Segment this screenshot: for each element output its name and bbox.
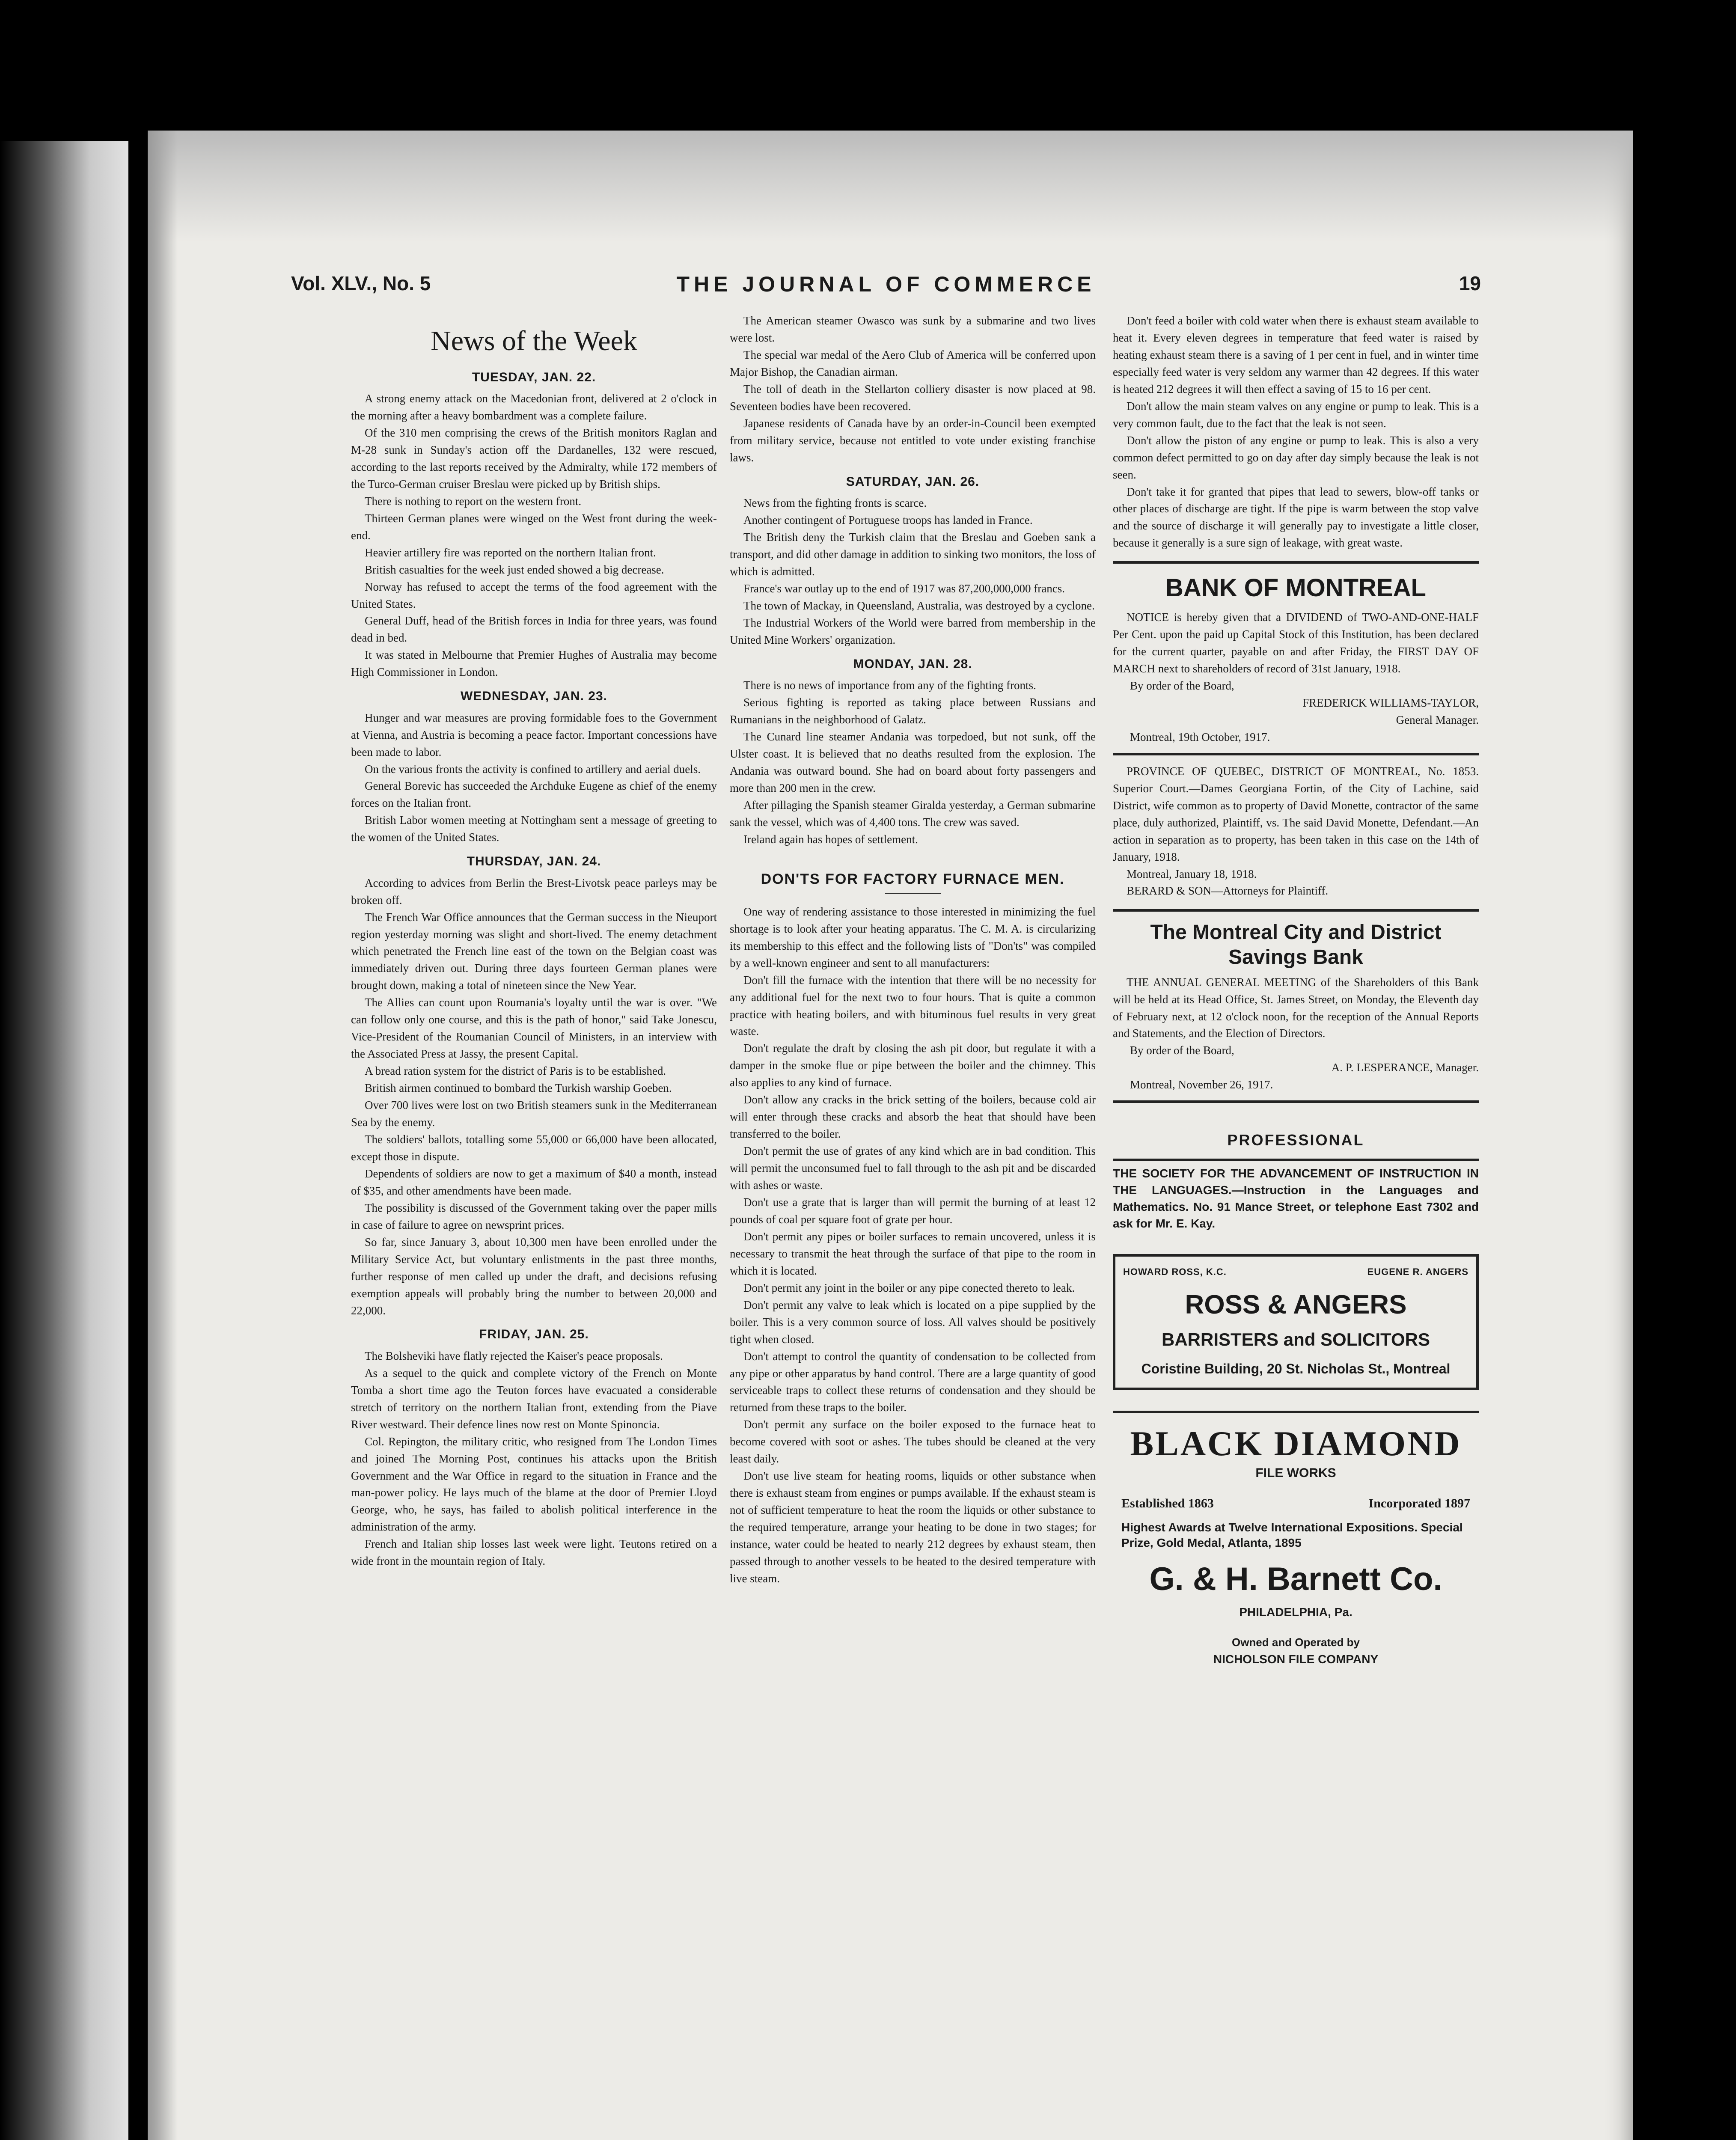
established-row	[1113, 1494, 1479, 1513]
news-item: The American steamer Owasco was sunk by a submarine and two lives were lost.	[730, 314, 1096, 344]
donts-title: DON'TS FOR FACTORY FURNACE MEN.	[761, 871, 1065, 888]
partner-right: EUGENE R. ANGERS	[1367, 1266, 1468, 1278]
dont-item: One way of rendering assistance to those interested in minimizing the fuel shortage is to look after your heating apparatus. The C. M. A. is circularizing its membership to this effect and the following lists of "Don'ts" was compiled by a well-known engineer and sent to all manufacturers:	[730, 905, 1096, 969]
news-item: Dependents of soldiers are now to get a maximum of $40 a month, instead of $35, and other amendments have been made.	[351, 1167, 717, 1197]
day-heading-friday: FRIDAY, JAN. 25.	[479, 1327, 589, 1342]
news-item: A strong enemy attack on the Macedonian front, delivered at 2 o'clock in the morning after a heavy bombardment was a complete failure.	[351, 392, 717, 422]
news-item: Thirteen German planes were winged on the West front during the week-end.	[351, 511, 717, 542]
dont-item: Don't permit any valve to leak which is located on a pipe supplied by the boiler. This is a very common source of loss. All valves should be positively tight when closed.	[730, 1298, 1096, 1346]
news-item: The town of Mackay, in Queensland, Australia, was destroyed by a cyclone.	[743, 599, 1095, 612]
established-year: Established 1863	[1121, 1496, 1214, 1510]
column-2	[730, 312, 1096, 1587]
company-city: PHILADELPHIA, Pa.	[1239, 1605, 1353, 1619]
journal-title: THE JOURNAL OF COMMERCE	[676, 272, 1096, 296]
notice-order: By order of the Board,	[1130, 679, 1234, 692]
notice-body: NOTICE is hereby given that a DIVIDEND of TWO-AND-ONE-HALF Per Cent. upon the paid up Capital Stock of this Institution, has been declared for the current quarter, payable on and after Friday, the FIRST DAY OF MARCH next to shareholders of record of 31st January, 1918.	[1113, 611, 1479, 675]
day-heading-tuesday: TUESDAY, JAN. 22.	[472, 370, 596, 384]
black-diamond-advertisement	[1113, 1411, 1479, 1668]
notice-dateline: Montreal, November 26, 1917.	[1130, 1078, 1273, 1091]
black-diamond-subtitle: FILE WORKS	[1255, 1466, 1336, 1480]
notice-body: PROVINCE OF QUEBEC, DISTRICT OF MONTREAL, No. 1853. Superior Court.—Dames Georgiana Fortin, of the City of Lachine, said District, wife common as to property of David Monette, contractor of the same place, duly authorized, Plaintiff, vs. The said David Monette, Defendant.—An action in separation as to property, has been taken in this case on the 14th of January, 1918.	[1113, 764, 1479, 863]
dont-item: Don't use live steam for heating rooms, liquids or other substance when there is exhaust steam from engines or pumps available. If the exhaust steam is not of sufficient temperature to heat the room the liquids or other substance to the required temperature, arrange your heating to be done in two stages; for instance, water could be heated to nearly 212 degrees by exhaust steam, then passed through to another vessels to be heated to the desired temperature with live steam.	[730, 1469, 1096, 1585]
bank-of-montreal-title: BANK OF MONTREAL	[1165, 574, 1426, 602]
news-item: Col. Repington, the military critic, who resigned from The London Times and joined The Morning Post, continues his attacks upon the British Government and the War Office in regard to the situation in France and the man-power policy. He lays much of the blame at the door of Premier Lloyd George, who, he says, has failed to abolish political interference in the administration of the army.	[351, 1435, 717, 1534]
dont-item: Don't permit any pipes or boiler surfaces to remain uncovered, unless it is necessary to transmit the heat through the surface of that pipe to the room in which it is located.	[730, 1230, 1096, 1277]
news-item: Norway has refused to accept the terms of the food agreement with the United States.	[351, 580, 717, 610]
news-item: The special war medal of the Aero Club of America will be conferred upon Major Bishop, the Canadian airman.	[730, 348, 1096, 378]
news-item: The Bolsheviki have flatly rejected the Kaiser's peace proposals.	[365, 1349, 663, 1362]
dont-item: Don't permit any surface on the boiler exposed to the furnace heat to become covered with soot or ashes. The tubes should be cleaned at the very least daily.	[730, 1418, 1096, 1465]
dont-item: Don't allow the piston of any engine or pump to leak. This is also a very common defect permitted to go on day after day simply because the leak is not seen.	[1113, 434, 1479, 481]
news-item: The soldiers' ballots, totalling some 55,000 or 66,000 have been allocated, except those in dispute.	[351, 1132, 717, 1163]
news-item: The British deny the Turkish claim that the Breslau and Goeben sank a transport, and did other damage in addition to sinking two monitors, the loss of which is admitted.	[730, 530, 1096, 578]
news-item: As a sequel to the quick and complete victory of the French on Monte Tomba a short time ago the Teuton forces have evacuated a considerable stretch of territory on the northern Italian front, extending from the Piave River westward. Their defence lines now rest on Monte Spinoncia.	[351, 1366, 717, 1431]
news-item: Heavier artillery fire was reported on the northern Italian front.	[365, 546, 656, 559]
savings-bank-title: The Montreal City and District Savings Bank	[1150, 921, 1442, 969]
news-item: Serious fighting is reported as taking place between Russians and Rumanians in the neighborhood of Galatz.	[730, 696, 1096, 726]
firm-subtitle: BARRISTERS and SOLICITORS	[1162, 1329, 1430, 1349]
notice-signer: FREDERICK WILLIAMS-TAYLOR,	[1302, 696, 1479, 709]
page-gutter-shadow	[148, 131, 178, 2140]
firm-address: Coristine Building, 20 St. Nicholas St., Montreal	[1141, 1361, 1451, 1376]
news-item: The French War Office announces that the German success in the Nieuport region yesterday morning was slight and short-lived. The enemy detachment which penetrated the French line east of the town on the Belgian coast was immediately driven out. During three days fourteen German planes were brought down, making a total of nineteen since the New Year.	[351, 910, 717, 992]
day-heading-monday: MONDAY, JAN. 28.	[853, 657, 972, 671]
dont-item: Don't regulate the draft by closing the ash pit door, but regulate it with a damper in the smoke flue or pipe between the boiler and the chimney. This also applies to any kind of furnace.	[730, 1042, 1096, 1089]
company-name: G. & H. Barnett Co.	[1149, 1560, 1442, 1597]
news-item: British airmen continued to bombard the Turkish warship Goeben.	[365, 1082, 672, 1095]
page-number: 19	[1459, 272, 1481, 294]
news-item: General Duff, head of the British forces in India for three years, was found dead in bed.	[351, 614, 717, 645]
news-item: It was stated in Melbourne that Premier Hughes of Australia may become High Commissioner in London.	[351, 648, 717, 679]
professional-heading: PROFESSIONAL	[1227, 1131, 1364, 1149]
news-item: There is no news of importance from any of the fighting fronts.	[743, 678, 1036, 692]
news-item: After pillaging the Spanish steamer Giralda yesterday, a German submarine sank the vessel, which was of 4,400 tons. The crew was saved.	[730, 798, 1096, 829]
partner-left: HOWARD ROSS, K.C.	[1123, 1266, 1227, 1278]
dont-item: Don't take it for granted that pipes that lead to sewers, blow-off tanks or other places of discharge are tight. If the pipe is warm between the stop valve and the source of discharge it will generally pay to investigate a little closer, because it generally is a sure sign of leakage, with great waste.	[1113, 485, 1479, 550]
news-item: British Labor women meeting at Nottingham sent a message of greeting to the women of the United States.	[351, 814, 717, 844]
awards-text: Highest Awards at Twelve International Expositions. Special Prize, Gold Medal, Atlanta, 1895	[1121, 1520, 1463, 1550]
notice-body: THE ANNUAL GENERAL MEETING of the Shareholders of this Bank will be held at its Head Office, St. James Street, on Monday, the Eleventh day of February next, at 12 o'clock noon, for the reception of the Annual Reports and Statements, and the Election of Directors.	[1113, 975, 1479, 1040]
news-item: So far, since January 3, about 10,300 men have been enrolled under the Military Service Act, but voluntary enlistments in the past three months, further response of men called up under the draft, and decisions refusing exemption appeals will probably bring the number to between 20,000 and 22,000.	[351, 1235, 717, 1317]
notice-attorneys: BERARD & SON—Attorneys for Plaintiff.	[1127, 884, 1329, 898]
volume-number: Vol. XLV., No. 5	[291, 272, 431, 294]
page-shadow	[148, 131, 1633, 242]
incorporated-year: Incorporated 1897	[1368, 1496, 1470, 1510]
news-item: French and Italian ship losses last week were light. Teutons retired on a wide front in the mountain region of Italy.	[351, 1537, 717, 1568]
news-item: A bread ration system for the district of Paris is to be established.	[365, 1064, 666, 1078]
news-item: According to advices from Berlin the Brest-Livotsk peace parleys may be broken off.	[351, 876, 717, 907]
notice-dateline: Montreal, January 18, 1918.	[1127, 867, 1257, 880]
dont-item: Don't permit any joint in the boiler or any pipe conected thereto to leak.	[743, 1281, 1075, 1294]
owner-name: NICHOLSON FILE COMPANY	[1213, 1653, 1379, 1666]
news-item: Over 700 lives were lost on two British steamers sunk in the Mediterranean Sea by the enemy.	[351, 1099, 717, 1129]
language-society-notice: THE SOCIETY FOR THE ADVANCEMENT OF INSTRUCTION IN THE LANGUAGES.—Instruction in the Languages and Mathematics. No. 91 Mance Street, or telephone East 7302 and ask for Mr. E. Kay.	[1113, 1159, 1479, 1232]
partner-names	[1123, 1265, 1468, 1279]
dont-item: Don't permit the use of grates of any kind which are in bad condition. This will permit the unconsumed fuel to fall through to the ash pit and be discarded with ashes or waste.	[730, 1144, 1096, 1192]
notice-dateline: Montreal, 19th October, 1917.	[1130, 730, 1270, 743]
black-diamond-title: BLACK DIAMOND	[1130, 1424, 1462, 1463]
day-heading-thursday: THURSDAY, JAN. 24.	[467, 854, 601, 869]
news-item: Hunger and war measures are proving formidable foes to the Government at Vienna, and Austria is becoming a peace factor. Important concessions have been made to labor.	[351, 711, 717, 758]
ross-angers-advertisement	[1113, 1254, 1479, 1390]
notice-order: By order of the Board,	[1130, 1044, 1234, 1057]
dont-item: Don't fill the furnace with the intention that there will be no necessity for any additional fuel for the next two to four hours. That is quite a common practice with heating boilers, and with bituminous fuel results in very great waste.	[730, 973, 1096, 1038]
notice-signer-title: General Manager.	[1396, 713, 1479, 726]
news-item: On the various fronts the activity is confined to artillery and aerial duels.	[365, 762, 701, 776]
news-item: Japanese residents of Canada have by an order-in-Council been exempted from military service, because not entitled to vote under existing franchise laws.	[730, 416, 1096, 464]
dont-item: Don't feed a boiler with cold water when there is exhaust steam available to heat it. Every eleven degrees in temperature that feed water is raised by heating exhaust steam there is a saving of 1 per cent in fuel, and in winter time especially feed water is very seldom any warmer than 42 degrees. If this water is heated 212 degrees it will then effect a saving of 15 to 16 per cent.	[1113, 314, 1479, 395]
news-item: The Allies can count upon Roumania's loyalty until the war is over. "We can follow only one course, and this is the path of honor," said Take Jonescu, Vice-President of the Roumanian Council of Ministers, in an interview with the Associated Press at Jassy, the present Capital.	[351, 996, 717, 1061]
column-1	[351, 312, 717, 1570]
bank-of-montreal-notice	[1113, 561, 1479, 755]
news-item: News from the fighting fronts is scarce.	[743, 496, 927, 509]
divider	[885, 893, 941, 894]
notice-signer: A. P. LESPERANCE, Manager.	[1331, 1061, 1479, 1074]
previous-page-edge	[0, 141, 128, 2140]
dont-item: Don't use a grate that is larger than will permit the burning of at least 12 pounds of coal per square foot of grate per hour.	[730, 1195, 1096, 1226]
news-item: The toll of death in the Stellarton colliery disaster is now placed at 98. Seventeen bodies have been recovered.	[730, 382, 1096, 413]
news-title: News of the Week	[431, 325, 637, 357]
quebec-court-notice	[1113, 763, 1479, 900]
owned-line: Owned and Operated by	[1231, 1635, 1360, 1649]
news-item: The possibility is discussed of the Government taking over the paper mills in case of failure to agree on newsprint prices.	[351, 1201, 717, 1231]
news-item: France's war outlay up to the end of 1917 was 87,200,000,000 francs.	[743, 582, 1065, 595]
dont-item: Don't allow the main steam valves on any engine or pump to leak. This is a very common fault, due to the fact that the leak is not seen.	[1113, 399, 1479, 430]
news-item: Ireland again has hopes of settlement.	[743, 832, 918, 846]
savings-bank-notice	[1113, 909, 1479, 1103]
news-item: Of the 310 men comprising the crews of the British monitors Raglan and M-28 sunk in Sunday's action off the Dardanelles, 132 were rescued, according to the last reports received by the Admiralty, while 172 members of the Turco-German cruiser Breslau were picked up by British ships.	[351, 426, 717, 490]
running-head	[291, 272, 1481, 306]
news-item: The Industrial Workers of the World were barred from membership in the United Mine Workers' organization.	[730, 616, 1096, 646]
day-heading-wednesday: WEDNESDAY, JAN. 23.	[461, 689, 607, 704]
news-item: There is nothing to report on the western front.	[365, 494, 582, 508]
firm-name: ROSS & ANGERS	[1185, 1290, 1407, 1320]
column-3	[1113, 312, 1479, 1668]
news-item: British casualties for the week just ended showed a big decrease.	[365, 563, 664, 576]
news-item: General Borevic has succeeded the Archduke Eugene as chief of the enemy forces on the Italian front.	[351, 779, 717, 810]
news-item: The Cunard line steamer Andania was torpedoed, but not sunk, off the Ulster coast. It is believed that no deaths resulted from the explosion. The Andania was outward bound. She had on board about forty passengers and more than 200 men in the crew.	[730, 730, 1096, 794]
dont-item: Don't attempt to control the quantity of condensation to be collected from any pipe or other apparatus by hand control. There are a large quantity of good serviceable traps to collect these returns of condensation and they should be returned from these traps to the boiler.	[730, 1349, 1096, 1414]
day-heading-saturday: SATURDAY, JAN. 26.	[846, 474, 980, 489]
dont-item: Don't allow any cracks in the brick setting of the boilers, because cold air will enter through these cracks and absorb the heat that should have been transferred to the boiler.	[730, 1093, 1096, 1141]
news-item: Another contingent of Portuguese troops has landed in France.	[743, 513, 1033, 526]
